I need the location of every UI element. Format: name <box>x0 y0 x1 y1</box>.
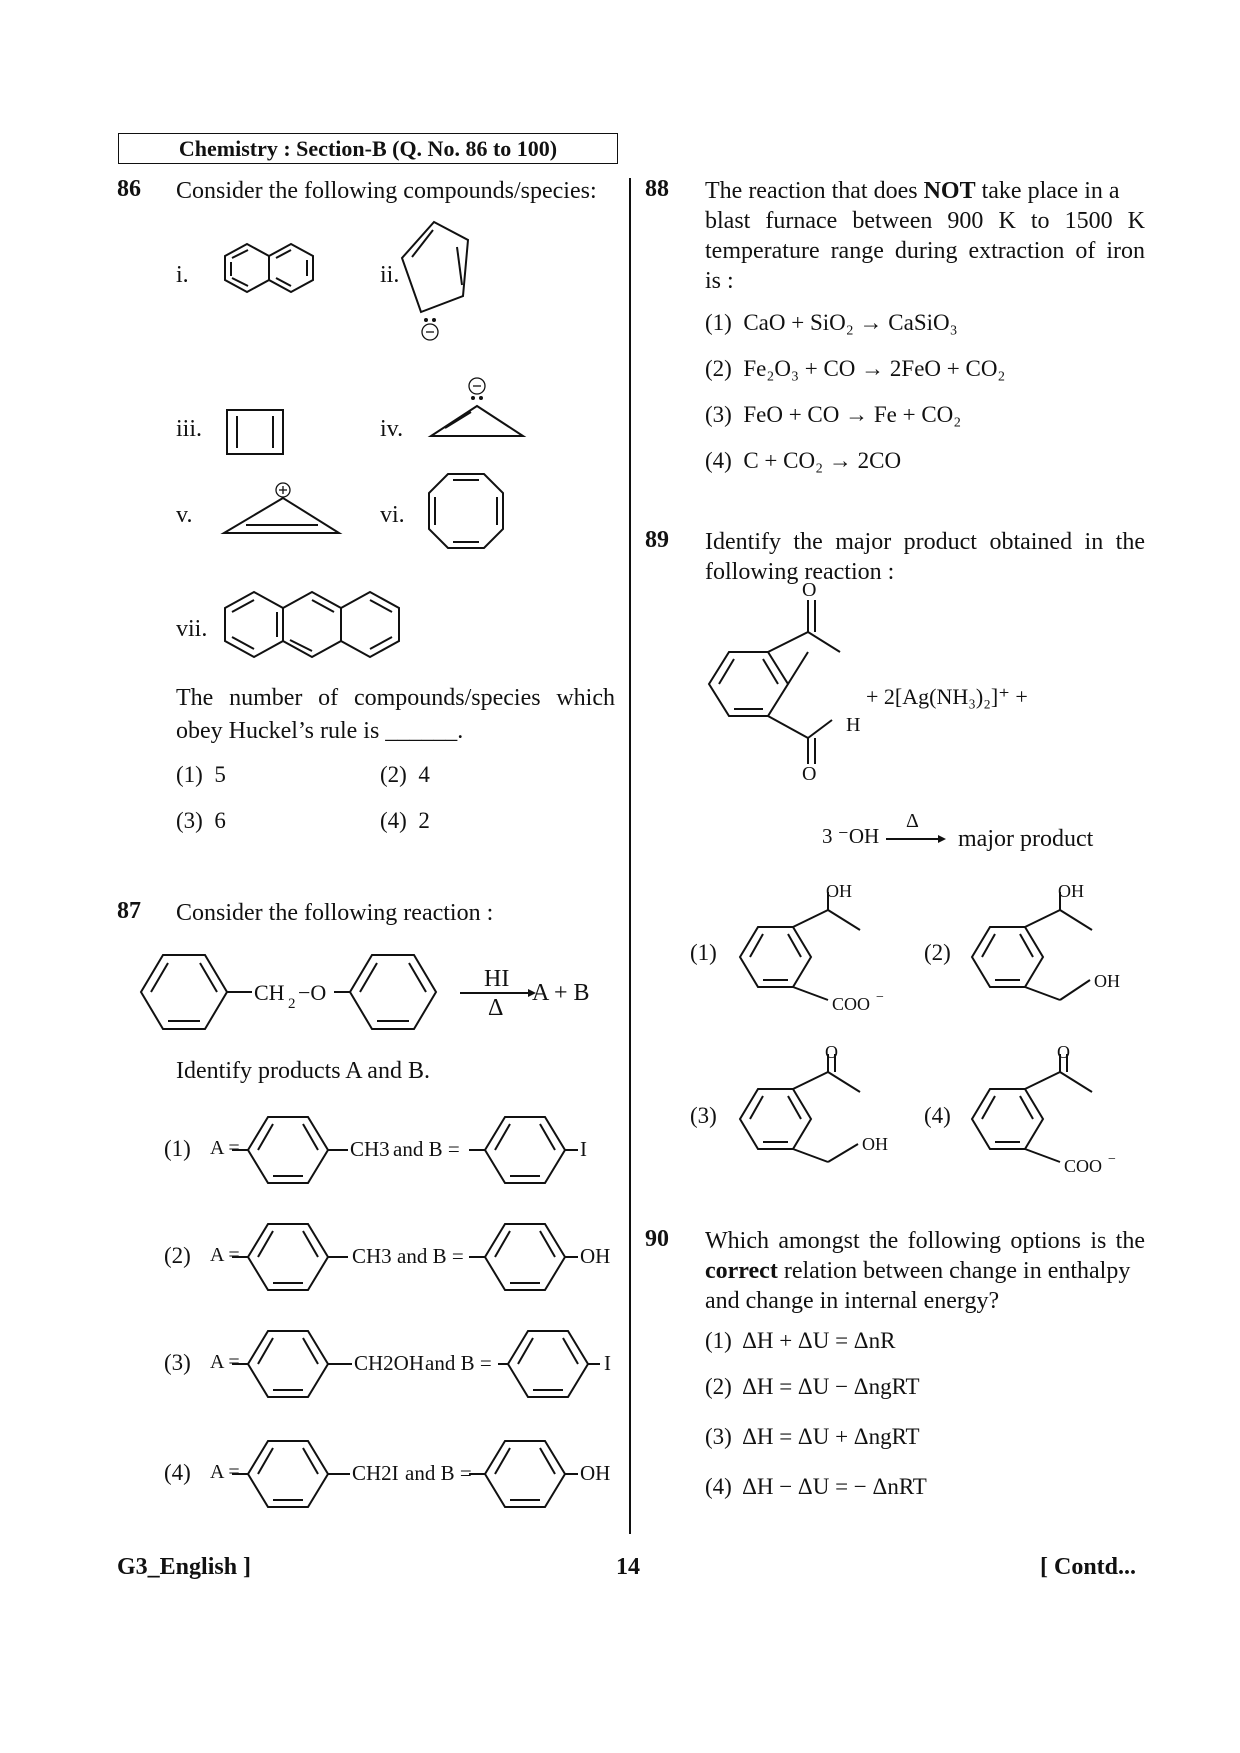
q89-stem-line2: following reaction : <box>705 559 895 585</box>
q87-option-2-and-b: and B = <box>397 1244 464 1268</box>
q87-reagent-top: HI <box>484 966 510 992</box>
q86-label-vii: vii. <box>176 616 208 642</box>
option-number: (3) <box>705 1424 732 1449</box>
q90-stem-line3: and change in internal energy? <box>705 1288 1000 1314</box>
option-number: (1) <box>705 310 732 335</box>
option-number: (4) <box>380 808 407 833</box>
q87-option-2-number[interactable]: (2) <box>164 1243 191 1268</box>
option-text: FeO + CO → Fe + CO₂ <box>743 402 962 427</box>
option-number: (3) <box>176 808 203 833</box>
question-number-87: 87 <box>117 898 141 924</box>
footer-left: G3_English ] <box>117 1554 252 1580</box>
q86-label-ii: ii. <box>380 262 400 288</box>
option-text: C + CO₂ → 2CO <box>743 448 902 473</box>
q87-option-3-b-substituent: I <box>604 1351 611 1375</box>
q88-stem-line3: temperature range during extraction of iron <box>705 238 1145 264</box>
q90-option-3[interactable] <box>705 1424 920 1450</box>
svg-text:−O: −O <box>298 980 327 1005</box>
q87-option-4-b-substituent: OH <box>580 1461 611 1485</box>
q87-option-4-substituent: CH2I <box>352 1461 399 1485</box>
q88-stem-line4: is : <box>705 268 734 294</box>
svg-text:OH: OH <box>826 881 852 901</box>
svg-text:H: H <box>846 714 861 736</box>
q90-stem-part: relation between change in enthalpy <box>783 1258 1131 1284</box>
option-text: 4 <box>418 762 430 787</box>
option-number: (2) <box>705 1374 732 1399</box>
q90-option-2[interactable] <box>705 1374 920 1400</box>
svg-text:CH: CH <box>254 980 285 1005</box>
svg-text:−: − <box>1108 1152 1116 1167</box>
q88-stem-part: take place in a <box>981 178 1120 204</box>
option-number: (3) <box>705 402 732 427</box>
option-text: ΔH = ΔU − ΔngRT <box>742 1374 920 1399</box>
q88-stem-line2: blast furnace between 900 K to 1500 K <box>705 208 1145 234</box>
q87-option-1-b-substituent: I <box>580 1137 587 1161</box>
svg-text:O: O <box>802 763 817 785</box>
q90-option-1[interactable] <box>705 1328 895 1354</box>
q86-stem: Consider the following compounds/species: <box>176 178 597 204</box>
svg-text:O: O <box>825 1042 838 1062</box>
option-text: 5 <box>214 762 226 787</box>
q89-option-4-structure <box>972 1042 1116 1176</box>
option-number: (4) <box>705 1474 732 1499</box>
q86-label-i: i. <box>176 262 189 288</box>
q87-option-1-substituent: CH3 <box>350 1137 390 1161</box>
section-title: Chemistry : Section-B (Q. No. 86 to 100) <box>118 133 618 164</box>
q87-option-4-number[interactable]: (4) <box>164 1460 191 1485</box>
acetylbenzaldehyde-structure <box>709 579 860 785</box>
option-text: ΔH − ΔU = − ΔnRT <box>742 1474 927 1499</box>
option-text: ΔH + ΔU = ΔnR <box>742 1328 896 1353</box>
option-number: (1) <box>176 762 203 787</box>
svg-text:COO: COO <box>1064 1156 1103 1176</box>
svg-text:COO: COO <box>832 994 871 1014</box>
q87-option-4-a: A = <box>210 1461 240 1483</box>
q86-label-iii: iii. <box>176 416 203 442</box>
svg-text:O: O <box>802 579 817 601</box>
question-number-89: 89 <box>645 527 669 553</box>
svg-text:O: O <box>1057 1042 1070 1062</box>
q88-stem-emphasis: NOT <box>923 178 976 204</box>
option-text: ΔH = ΔU + ΔngRT <box>742 1424 920 1449</box>
q86-label-iv: iv. <box>380 416 404 442</box>
option-text: CaO + SiO₂ → CaSiO₃ <box>743 310 958 335</box>
q87-reagent-bottom: Δ <box>488 995 504 1021</box>
q87-option-3-and-b: and B = <box>425 1351 492 1375</box>
question-number-88: 88 <box>645 176 669 202</box>
q89-option-1-number[interactable]: (1) <box>690 940 717 965</box>
q87-products: A + B <box>532 980 590 1006</box>
q86-question-line1: The number of compounds/species which <box>176 685 615 711</box>
q87-option-2-substituent: CH3 <box>352 1244 392 1268</box>
q87-option-3-substituent: CH2OH <box>354 1351 425 1375</box>
svg-text:OH: OH <box>1094 971 1120 991</box>
svg-text:OH: OH <box>1058 881 1084 901</box>
q89-option-1-structure <box>740 881 884 1014</box>
q89-option-2-structure <box>972 881 1120 1000</box>
q87-option-1-and-b: and B = <box>393 1137 460 1161</box>
q87-stem: Consider the following reaction : <box>176 900 494 926</box>
q88-stem-part: The reaction that does <box>705 178 918 204</box>
q90-stem-line1: Which amongst the following options is the <box>705 1228 1145 1254</box>
page-number: 14 <box>616 1554 640 1580</box>
q89-option-3-number[interactable]: (3) <box>690 1103 717 1128</box>
q89-option-2-number[interactable]: (2) <box>924 940 951 965</box>
option-number: (2) <box>380 762 407 787</box>
q87-option-3-a: A = <box>210 1351 240 1373</box>
q90-option-4[interactable] <box>705 1474 927 1500</box>
option-number: (1) <box>705 1328 732 1353</box>
svg-text:2: 2 <box>288 996 296 1012</box>
svg-text:−: − <box>876 990 884 1005</box>
option-text: Fe₂O₃ + CO → 2FeO + CO₂ <box>743 356 1006 381</box>
option-text: 6 <box>214 808 226 833</box>
q87-option-1-number[interactable]: (1) <box>164 1136 191 1161</box>
option-number: (2) <box>705 356 732 381</box>
q86-label-vi: vi. <box>380 502 405 528</box>
q89-option-3-structure <box>740 1042 888 1162</box>
q87-identify: Identify products A and B. <box>176 1058 430 1084</box>
q86-question-line2: obey Huckel’s rule is ______. <box>176 718 464 744</box>
question-number-90: 90 <box>645 1226 669 1252</box>
q86-label-v: v. <box>176 502 193 528</box>
footer-right: [ Contd... <box>1040 1554 1137 1580</box>
q89-reagent: + 2[Ag(NH₃)₂]⁺ + <box>866 684 1028 709</box>
option-number: (4) <box>705 448 732 473</box>
q90-stem-line2 <box>705 1256 1145 1287</box>
q87-option-2-a: A = <box>210 1244 240 1266</box>
q89-option-4-number[interactable]: (4) <box>924 1103 951 1128</box>
q89-stem-line1: Identify the major product obtained in the <box>705 529 1145 555</box>
q87-option-2-b-substituent: OH <box>580 1244 611 1268</box>
question-number-86: 86 <box>117 176 141 202</box>
q89-major-product: major product <box>958 826 1094 852</box>
q89-delta: Δ <box>906 810 919 832</box>
svg-text:OH: OH <box>862 1134 888 1154</box>
q87-option-1-a: A = <box>210 1137 240 1159</box>
q87-option-3-number[interactable]: (3) <box>164 1350 191 1375</box>
q90-stem-emphasis: correct <box>705 1258 778 1284</box>
q89-base: 3 ⁻OH <box>822 824 880 848</box>
option-text: 2 <box>418 808 430 833</box>
q87-option-4-and-b: and B = <box>405 1461 472 1485</box>
